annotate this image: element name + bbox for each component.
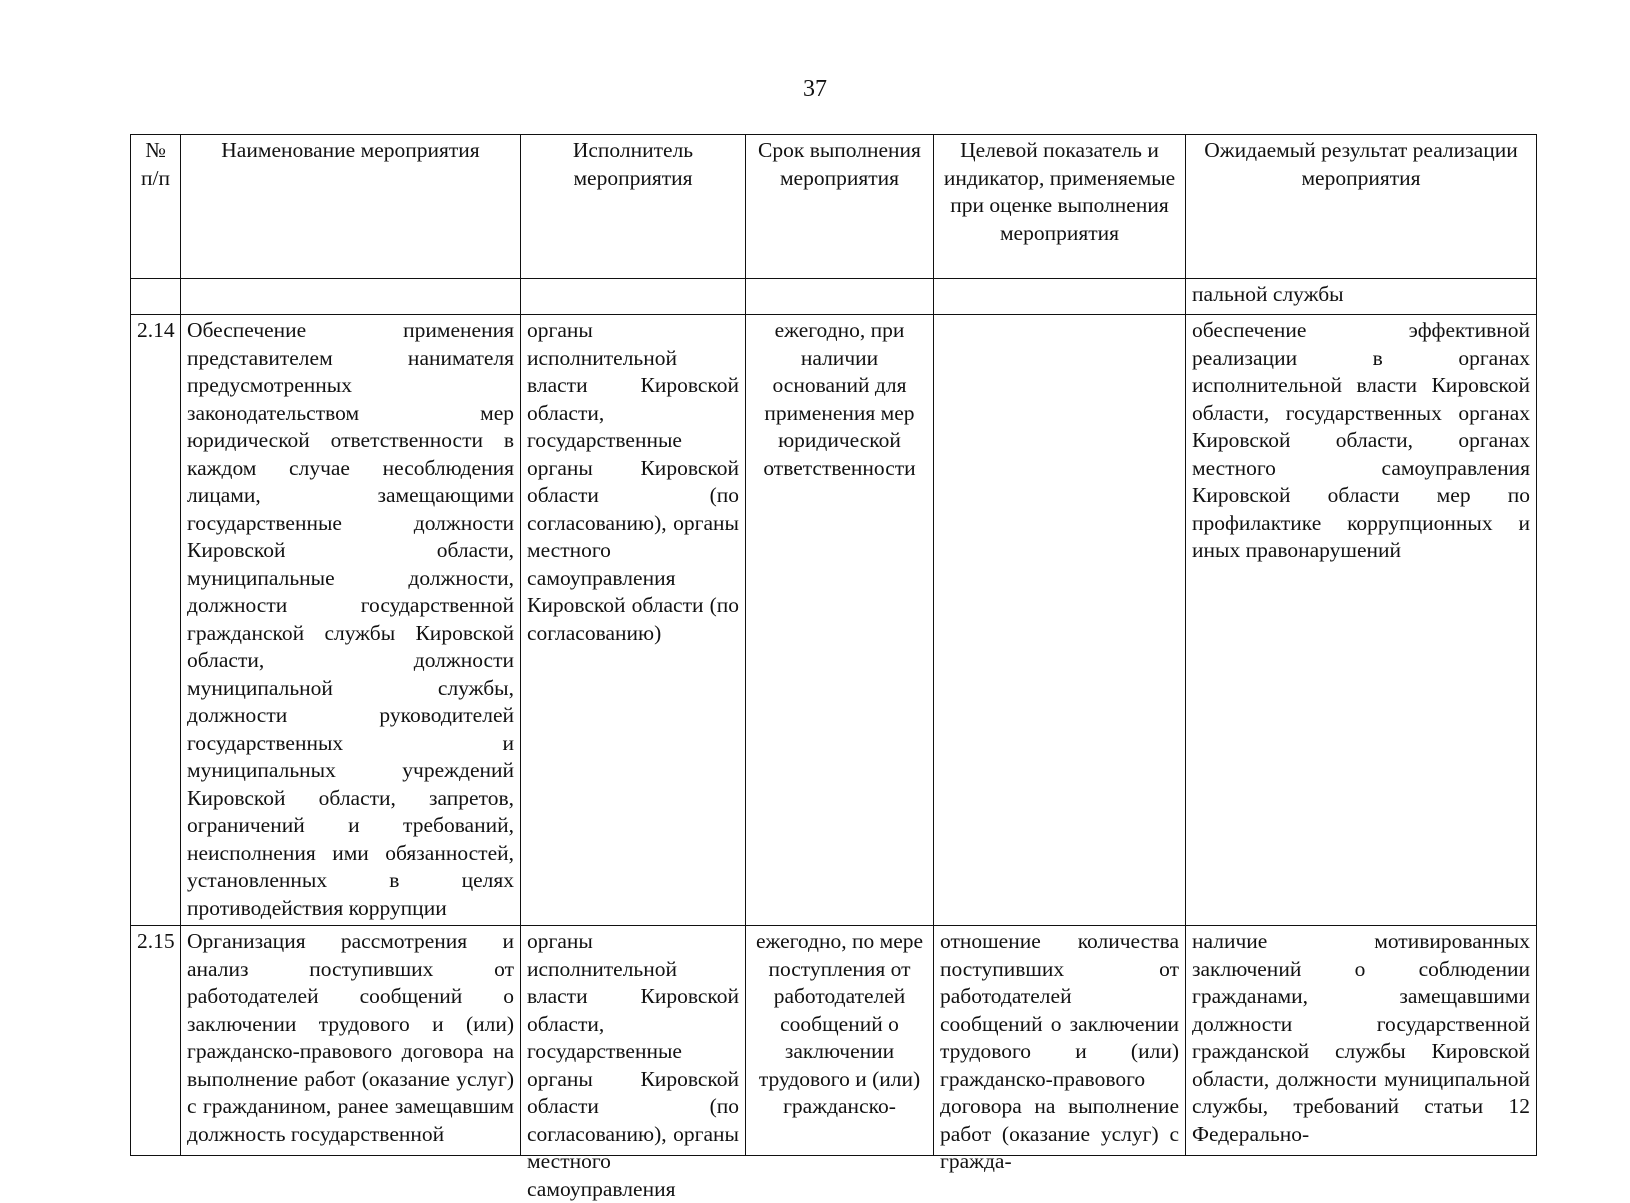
row-number: 2.14 (131, 315, 181, 926)
header-num: № п/п (131, 135, 181, 279)
table-header-row (131, 135, 1537, 279)
row-term: ежегодно, при наличии оснований для применения мер юридической ответственности (746, 315, 934, 926)
table-cell (934, 279, 1186, 315)
activities-table (130, 134, 1537, 1201)
row-result: обеспечение эффективной реализации в органах исполнительной власти Кировской области, государственных органах Кировской области, органах местного самоуправления Кировской области мер по профилактике коррупционных и иных правонарушений (1186, 315, 1537, 926)
row-result: наличие мотивированных заключений о соблюдении гражданами, замещавшими должности государственной гражданской службы Кировской области, должности муниципальной службы, требований статьи 12 Федерально- (1192, 929, 1530, 1146)
table-cell (131, 279, 181, 315)
table-cell (934, 926, 1186, 1173)
continuation-row (131, 279, 1537, 315)
table-cell (746, 279, 934, 315)
table-cell (181, 926, 521, 1156)
table-cell (746, 926, 934, 1156)
row-name: Организация рассмотрения и анализ поступивших от работодателей сообщений о заключении трудового и (или) гражданско-правового договора на выполнение работ (оказание услуг) с гражданином, ранее замещавшим должность государственной (187, 929, 514, 1146)
table-row (131, 315, 1537, 926)
table-row (131, 926, 1537, 1156)
header-name: Наименование мероприятия (181, 135, 521, 279)
continuation-result: пальной службы (1186, 279, 1537, 315)
table-cell (521, 279, 746, 315)
page-number: 37 (803, 76, 827, 102)
header-executor: Исполнитель мероприятия (521, 135, 746, 279)
row-number: 2.15 (131, 926, 181, 1156)
header-result: Ожидаемый результат реализации мероприятия (1186, 135, 1537, 279)
row-executor: органы исполнительной власти Кировской области, государственные органы Кировской области (по согласованию), органы местного самоуправления Кировской области (по согласованию) (521, 315, 746, 926)
row-term: ежегодно, по мере поступления от работодателей сообщений о заключении трудового и (или) гражданско- (755, 929, 924, 1118)
table-cell (181, 279, 521, 315)
table-cell (1186, 926, 1537, 1156)
table-cell (521, 926, 746, 1201)
header-indicator: Целевой показатель и индикатор, применяемые при оценке выполнения мероприятия (934, 135, 1186, 279)
row-indicator: отношение количества поступивших от работодателей сообщений о заключении трудового и (или) гражданско-правового договора на выполнение работ (оказание услуг) с гражда- (940, 929, 1179, 1173)
header-term: Срок выполнения мероприятия (746, 135, 934, 279)
row-name: Обеспечение применения представителем нанимателя предусмотренных законодательством мер юридической ответственности в каждом случае несоблюдения лицами, замещающими государственные должности Кировской области, муниципальные должности, должности государственной гражданской службы Кировской области, должности муниципальной службы, должности руководителей государственных и муниципальных учреждений Кировской области, запретов, ограничений и требований, неисполнения ими обязанностей, установленных в целях противодействия коррупции (181, 315, 521, 926)
row-indicator (934, 315, 1186, 926)
row-executor: органы исполнительной власти Кировской области, государственные органы Кировской области (по согласованию), органы местного самоуправления (527, 929, 739, 1201)
